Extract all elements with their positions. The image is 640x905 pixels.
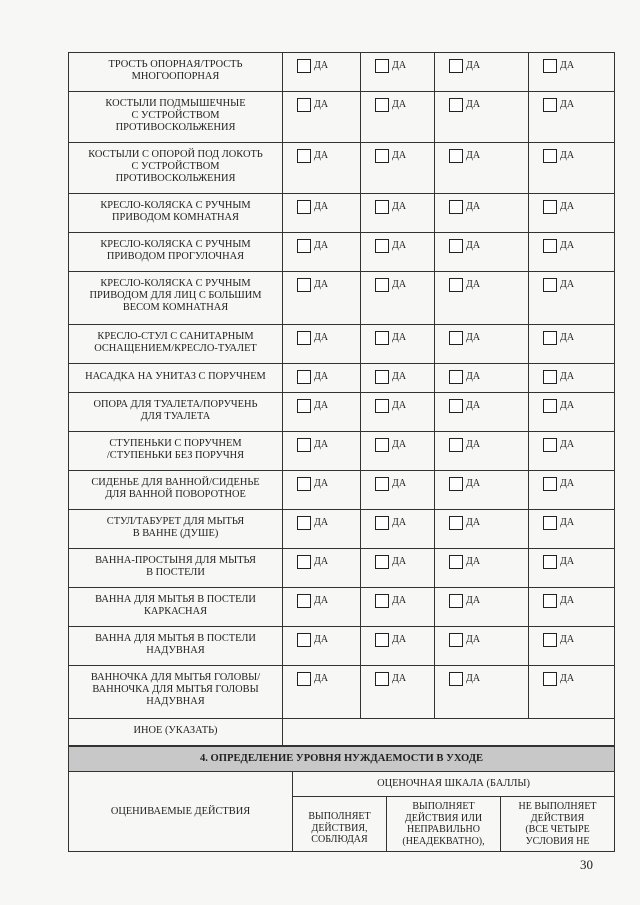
checkbox-label: ДА xyxy=(392,279,407,290)
equipment-row xyxy=(69,92,615,143)
scale-column-line: НЕ ВЫПОЛНЯЕТ xyxy=(518,801,597,812)
checkbox-label: ДА xyxy=(466,279,481,290)
option-cell xyxy=(283,432,361,471)
equipment-item-name xyxy=(69,549,283,588)
other-label: ИНОЕ (УКАЗАТЬ) xyxy=(69,719,283,746)
checkbox[interactable] xyxy=(543,672,557,686)
option-cell xyxy=(529,393,615,432)
checkbox[interactable] xyxy=(375,278,389,292)
option-cell xyxy=(361,432,435,471)
equipment-row xyxy=(69,272,615,325)
equipment-item-line: НАДУВНАЯ xyxy=(146,696,205,707)
checkbox[interactable] xyxy=(449,438,463,452)
scale-column-line: ВЫПОЛНЯЕТ xyxy=(308,811,371,822)
option-cell xyxy=(435,510,529,549)
option-cell xyxy=(283,92,361,143)
option-cell xyxy=(283,143,361,194)
option-cell xyxy=(529,143,615,194)
checkbox-label: ДА xyxy=(392,556,407,567)
checkbox[interactable] xyxy=(297,672,311,686)
equipment-item-line: ВЕСОМ КОМНАТНАЯ xyxy=(122,302,229,313)
option-cell xyxy=(283,233,361,272)
option-cell xyxy=(529,364,615,393)
checkbox[interactable] xyxy=(543,516,557,530)
document-sheet xyxy=(68,52,614,852)
scale-column-line: НЕПРАВИЛЬНО xyxy=(407,824,480,835)
option-cell xyxy=(435,233,529,272)
option-cell xyxy=(283,666,361,719)
checkbox-label: ДА xyxy=(560,150,575,161)
checkbox[interactable] xyxy=(375,59,389,73)
option-cell xyxy=(361,627,435,666)
checkbox-label: ДА xyxy=(560,240,575,251)
checkbox[interactable] xyxy=(449,516,463,530)
checkbox[interactable] xyxy=(449,149,463,163)
option-cell xyxy=(435,53,529,92)
checkbox[interactable] xyxy=(375,438,389,452)
option-cell xyxy=(361,53,435,92)
checkbox[interactable] xyxy=(449,672,463,686)
equipment-item-line: В ВАННЕ (ДУШЕ) xyxy=(132,528,219,539)
equipment-item-line: ВАННОЧКА ДЛЯ МЫТЬЯ ГОЛОВЫ xyxy=(92,684,259,695)
checkbox-label: ДА xyxy=(466,595,481,606)
checkbox[interactable] xyxy=(449,200,463,214)
scale-column-line: СОБЛЮДАЯ xyxy=(311,834,368,845)
equipment-item-line: ВАННОЧКА ДЛЯ МЫТЬЯ ГОЛОВЫ/ xyxy=(90,672,261,683)
checkbox-label: ДА xyxy=(466,99,481,110)
checkbox[interactable] xyxy=(449,633,463,647)
option-cell xyxy=(435,471,529,510)
option-cell xyxy=(361,143,435,194)
option-cell xyxy=(435,143,529,194)
scale-title-row xyxy=(69,772,615,797)
scale-column-line: ДЕЙСТВИЯ ИЛИ xyxy=(404,812,483,824)
checkbox-label: ДА xyxy=(314,332,329,343)
other-row xyxy=(69,719,615,746)
checkbox[interactable] xyxy=(449,555,463,569)
checkbox-label: ДА xyxy=(392,371,407,382)
checkbox-label: ДА xyxy=(392,478,407,489)
equipment-item-line: ДЛЯ ТУАЛЕТА xyxy=(140,411,211,422)
checkbox[interactable] xyxy=(375,98,389,112)
equipment-item-name xyxy=(69,471,283,510)
option-cell xyxy=(435,627,529,666)
checkbox-label: ДА xyxy=(560,517,575,528)
equipment-item-line: ПРИВОДОМ ДЛЯ ЛИЦ С БОЛЬШИМ xyxy=(89,290,262,301)
checkbox[interactable] xyxy=(297,477,311,491)
option-cell xyxy=(361,364,435,393)
equipment-item-line: КОСТЫЛИ ПОДМЫШЕЧНЫЕ xyxy=(105,98,246,109)
checkbox[interactable] xyxy=(297,555,311,569)
checkbox-label: ДА xyxy=(392,240,407,251)
checkbox[interactable] xyxy=(375,477,389,491)
equipment-item-name xyxy=(69,666,283,719)
checkbox[interactable] xyxy=(375,370,389,384)
checkbox-label: ДА xyxy=(314,99,329,110)
checkbox[interactable] xyxy=(543,278,557,292)
checkbox[interactable] xyxy=(375,399,389,413)
checkbox[interactable] xyxy=(449,370,463,384)
scale-column-line: УСЛОВИЯ НЕ xyxy=(525,835,590,847)
option-cell xyxy=(529,194,615,233)
option-cell xyxy=(283,627,361,666)
checkbox[interactable] xyxy=(297,278,311,292)
checkbox-label: ДА xyxy=(314,240,329,251)
equipment-item-name xyxy=(69,364,283,393)
checkbox-label: ДА xyxy=(392,60,407,71)
option-cell xyxy=(435,194,529,233)
checkbox-label: ДА xyxy=(466,150,481,161)
equipment-item-line: СТУПЕНЬКИ С ПОРУЧНЕМ xyxy=(109,438,242,449)
option-cell xyxy=(529,510,615,549)
scale-column-line: ВЫПОЛНЯЕТ xyxy=(412,801,475,812)
checkbox-label: ДА xyxy=(466,371,481,382)
checkbox[interactable] xyxy=(449,98,463,112)
option-cell xyxy=(435,432,529,471)
equipment-item-line: ВАННА ДЛЯ МЫТЬЯ В ПОСТЕЛИ xyxy=(95,633,256,644)
equipment-item-name xyxy=(69,627,283,666)
scale-column-2 xyxy=(387,797,501,852)
equipment-item-name xyxy=(69,194,283,233)
equipment-item-line: СИДЕНЬЕ ДЛЯ ВАННОЙ/СИДЕНЬЕ xyxy=(91,477,260,488)
option-cell xyxy=(435,393,529,432)
checkbox-label: ДА xyxy=(560,371,575,382)
equipment-row xyxy=(69,549,615,588)
equipment-item-name xyxy=(69,233,283,272)
equipment-row xyxy=(69,233,615,272)
equipment-row xyxy=(69,364,615,393)
equipment-item-line: ОПОРА ДЛЯ ТУАЛЕТА/ПОРУЧЕНЬ xyxy=(93,399,258,410)
equipment-item-line: КАРКАСНАЯ xyxy=(144,606,207,617)
equipment-item-line: ВАННА-ПРОСТЫНЯ ДЛЯ МЫТЬЯ xyxy=(95,555,256,566)
option-cell xyxy=(529,432,615,471)
equipment-item-line: ПРОТИВОСКОЛЬЖЕНИЯ xyxy=(115,122,236,133)
checkbox-label: ДА xyxy=(560,439,575,450)
checkbox-label: ДА xyxy=(314,150,329,161)
equipment-item-line: С УСТРОЙСТВОМ xyxy=(131,161,220,172)
scale-column-line: ДЕЙСТВИЯ xyxy=(530,812,585,824)
equipment-item-line: КРЕСЛО-КОЛЯСКА С РУЧНЫМ xyxy=(100,239,251,250)
checkbox-label: ДА xyxy=(314,60,329,71)
checkbox-label: ДА xyxy=(314,517,329,528)
option-cell xyxy=(283,364,361,393)
equipment-row xyxy=(69,432,615,471)
checkbox-label: ДА xyxy=(466,201,481,212)
checkbox-label: ДА xyxy=(314,595,329,606)
checkbox-label: ДА xyxy=(466,240,481,251)
scale-column-3 xyxy=(501,797,615,852)
checkbox[interactable] xyxy=(449,278,463,292)
checkbox-label: ДА xyxy=(466,478,481,489)
checkbox[interactable] xyxy=(543,633,557,647)
equipment-item-name xyxy=(69,393,283,432)
equipment-item-name xyxy=(69,272,283,325)
checkbox[interactable] xyxy=(375,594,389,608)
equipment-item-line: ОСНАЩЕНИЕМ/КРЕСЛО-ТУАЛЕТ xyxy=(94,343,257,354)
equipment-row xyxy=(69,666,615,719)
option-cell xyxy=(361,272,435,325)
equipment-item-name xyxy=(69,510,283,549)
scale-column-line: (НЕАДЕКВАТНО), xyxy=(402,835,485,847)
checkbox-label: ДА xyxy=(392,400,407,411)
option-cell xyxy=(529,325,615,364)
equipment-item-line: В ПОСТЕЛИ xyxy=(146,567,205,578)
checkbox-label: ДА xyxy=(560,634,575,645)
checkbox-label: ДА xyxy=(560,332,575,343)
checkbox[interactable] xyxy=(543,59,557,73)
option-cell xyxy=(283,194,361,233)
checkbox[interactable] xyxy=(543,438,557,452)
option-cell xyxy=(435,272,529,325)
equipment-item-line: МНОГООПОРНАЯ xyxy=(131,71,220,82)
equipment-item-line: С УСТРОЙСТВОМ xyxy=(131,110,220,121)
checkbox-label: ДА xyxy=(560,279,575,290)
option-cell xyxy=(361,666,435,719)
equipment-table xyxy=(68,52,615,746)
actions-header: ОЦЕНИВАЕМЫЕ ДЕЙСТВИЯ xyxy=(69,772,293,852)
option-cell xyxy=(283,272,361,325)
section-title: 4. ОПРЕДЕЛЕНИЕ УРОВНЯ НУЖДАЕМОСТИ В УХОДЕ xyxy=(69,747,615,772)
checkbox-label: ДА xyxy=(392,595,407,606)
checkbox[interactable] xyxy=(297,239,311,253)
checkbox-label: ДА xyxy=(392,439,407,450)
checkbox-label: ДА xyxy=(314,556,329,567)
checkbox[interactable] xyxy=(297,516,311,530)
checkbox-label: ДА xyxy=(392,99,407,110)
checkbox[interactable] xyxy=(375,200,389,214)
checkbox[interactable] xyxy=(449,477,463,491)
option-cell xyxy=(361,393,435,432)
checkbox[interactable] xyxy=(543,370,557,384)
option-cell xyxy=(529,272,615,325)
equipment-item-name xyxy=(69,143,283,194)
equipment-item-line: ВАННА ДЛЯ МЫТЬЯ В ПОСТЕЛИ xyxy=(95,594,256,605)
checkbox[interactable] xyxy=(297,200,311,214)
checkbox-label: ДА xyxy=(314,279,329,290)
equipment-row xyxy=(69,325,615,364)
checkbox-label: ДА xyxy=(314,478,329,489)
option-cell xyxy=(435,549,529,588)
equipment-row xyxy=(69,510,615,549)
other-input-cell[interactable] xyxy=(283,719,615,746)
checkbox[interactable] xyxy=(449,239,463,253)
checkbox-label: ДА xyxy=(314,673,329,684)
section-header-row xyxy=(69,747,615,772)
checkbox-label: ДА xyxy=(392,517,407,528)
equipment-item-name xyxy=(69,92,283,143)
option-cell xyxy=(361,325,435,364)
equipment-item-name xyxy=(69,432,283,471)
checkbox[interactable] xyxy=(375,633,389,647)
checkbox-label: ДА xyxy=(392,150,407,161)
equipment-item-line: КОСТЫЛИ С ОПОРОЙ ПОД ЛОКОТЬ xyxy=(88,149,263,160)
checkbox[interactable] xyxy=(297,399,311,413)
equipment-item-line: КРЕСЛО-КОЛЯСКА С РУЧНЫМ xyxy=(100,278,251,289)
checkbox-label: ДА xyxy=(560,60,575,71)
checkbox[interactable] xyxy=(543,239,557,253)
checkbox-label: ДА xyxy=(314,439,329,450)
checkbox[interactable] xyxy=(449,59,463,73)
checkbox-label: ДА xyxy=(466,60,481,71)
option-cell xyxy=(361,92,435,143)
checkbox[interactable] xyxy=(449,331,463,345)
option-cell xyxy=(435,666,529,719)
option-cell xyxy=(435,325,529,364)
checkbox-label: ДА xyxy=(466,556,481,567)
checkbox-label: ДА xyxy=(466,332,481,343)
checkbox[interactable] xyxy=(543,555,557,569)
checkbox[interactable] xyxy=(375,516,389,530)
checkbox-label: ДА xyxy=(560,201,575,212)
option-cell xyxy=(361,471,435,510)
scale-column-line: (ВСЕ ЧЕТЫРЕ xyxy=(525,824,590,835)
option-cell xyxy=(435,588,529,627)
equipment-item-line: ДЛЯ ВАННОЙ ПОВОРОТНОЕ xyxy=(105,489,246,500)
checkbox[interactable] xyxy=(543,331,557,345)
checkbox[interactable] xyxy=(297,59,311,73)
checkbox-label: ДА xyxy=(466,634,481,645)
option-cell xyxy=(361,588,435,627)
checkbox[interactable] xyxy=(543,200,557,214)
checkbox-label: ДА xyxy=(314,400,329,411)
option-cell xyxy=(361,194,435,233)
option-cell xyxy=(283,53,361,92)
option-cell xyxy=(283,510,361,549)
equipment-row xyxy=(69,471,615,510)
equipment-item-name xyxy=(69,325,283,364)
option-cell xyxy=(361,549,435,588)
option-cell xyxy=(435,92,529,143)
equipment-item-line: КРЕСЛО-СТУЛ С САНИТАРНЫМ xyxy=(97,331,254,342)
scale-column-line: ДЕЙСТВИЯ, xyxy=(311,822,368,834)
equipment-row xyxy=(69,627,615,666)
checkbox[interactable] xyxy=(297,594,311,608)
option-cell xyxy=(529,627,615,666)
scale-title: ОЦЕНОЧНАЯ ШКАЛА (БАЛЛЫ) xyxy=(293,772,615,797)
checkbox[interactable] xyxy=(297,331,311,345)
checkbox-label: ДА xyxy=(314,634,329,645)
checkbox-label: ДА xyxy=(560,673,575,684)
equipment-item-line: ТРОСТЬ ОПОРНАЯ/ТРОСТЬ xyxy=(108,59,243,70)
option-cell xyxy=(529,471,615,510)
checkbox[interactable] xyxy=(375,672,389,686)
equipment-item-line: ПРИВОДОМ ПРОГУЛОЧНАЯ xyxy=(106,251,245,262)
checkbox-label: ДА xyxy=(466,517,481,528)
option-cell xyxy=(529,53,615,92)
checkbox-label: ДА xyxy=(314,201,329,212)
equipment-item-line: КРЕСЛО-КОЛЯСКА С РУЧНЫМ xyxy=(100,200,251,211)
checkbox-label: ДА xyxy=(392,332,407,343)
checkbox-label: ДА xyxy=(392,673,407,684)
checkbox-label: ДА xyxy=(466,673,481,684)
option-cell xyxy=(283,325,361,364)
checkbox-label: ДА xyxy=(560,400,575,411)
equipment-row xyxy=(69,393,615,432)
option-cell xyxy=(361,510,435,549)
equipment-item-line: /СТУПЕНЬКИ БЕЗ ПОРУЧНЯ xyxy=(106,450,245,461)
checkbox[interactable] xyxy=(375,239,389,253)
checkbox-label: ДА xyxy=(560,556,575,567)
checkbox[interactable] xyxy=(543,594,557,608)
checkbox[interactable] xyxy=(297,149,311,163)
checkbox-label: ДА xyxy=(560,478,575,489)
checkbox[interactable] xyxy=(449,594,463,608)
option-cell xyxy=(283,549,361,588)
checkbox[interactable] xyxy=(297,98,311,112)
page-number: 30 xyxy=(580,857,593,872)
checkbox-label: ДА xyxy=(314,371,329,382)
scale-column-1 xyxy=(293,797,387,852)
care-needs-table xyxy=(68,746,615,852)
option-cell xyxy=(435,364,529,393)
checkbox[interactable] xyxy=(543,477,557,491)
checkbox-label: ДА xyxy=(560,99,575,110)
checkbox-label: ДА xyxy=(466,439,481,450)
option-cell xyxy=(529,588,615,627)
equipment-item-name xyxy=(69,53,283,92)
checkbox[interactable] xyxy=(375,149,389,163)
equipment-row xyxy=(69,194,615,233)
equipment-item-line: ПРОТИВОСКОЛЬЖЕНИЯ xyxy=(115,173,236,184)
equipment-item-line: НАДУВНАЯ xyxy=(146,645,205,656)
checkbox-label: ДА xyxy=(466,400,481,411)
equipment-item-line: НАСАДКА НА УНИТАЗ С ПОРУЧНЕМ xyxy=(85,371,266,382)
checkbox-label: ДА xyxy=(560,595,575,606)
checkbox-label: ДА xyxy=(392,201,407,212)
checkbox[interactable] xyxy=(297,370,311,384)
option-cell xyxy=(529,666,615,719)
checkbox[interactable] xyxy=(297,438,311,452)
checkbox[interactable] xyxy=(543,149,557,163)
checkbox[interactable] xyxy=(449,399,463,413)
option-cell xyxy=(283,393,361,432)
option-cell xyxy=(529,549,615,588)
checkbox[interactable] xyxy=(543,98,557,112)
equipment-item-line: ПРИВОДОМ КОМНАТНАЯ xyxy=(112,212,239,223)
equipment-row xyxy=(69,53,615,92)
checkbox-label: ДА xyxy=(392,634,407,645)
equipment-row xyxy=(69,588,615,627)
checkbox[interactable] xyxy=(375,331,389,345)
checkbox[interactable] xyxy=(543,399,557,413)
option-cell xyxy=(529,233,615,272)
option-cell xyxy=(283,588,361,627)
equipment-row xyxy=(69,143,615,194)
option-cell xyxy=(529,92,615,143)
equipment-item-name xyxy=(69,588,283,627)
option-cell xyxy=(361,233,435,272)
equipment-item-line: СТУЛ/ТАБУРЕТ ДЛЯ МЫТЬЯ xyxy=(106,516,245,527)
checkbox[interactable] xyxy=(297,633,311,647)
option-cell xyxy=(283,471,361,510)
checkbox[interactable] xyxy=(375,555,389,569)
